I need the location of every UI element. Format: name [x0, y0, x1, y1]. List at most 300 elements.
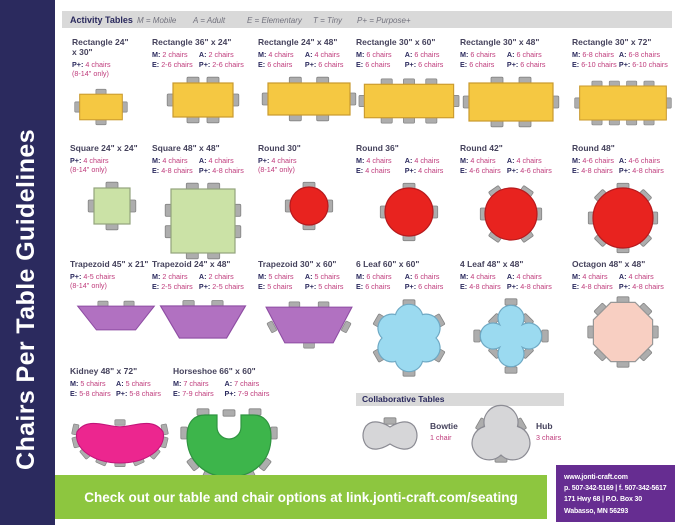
- spec-item: [199, 60, 254, 69]
- spec-item: [507, 272, 562, 281]
- table-specs: [152, 50, 254, 70]
- table-diagram: [356, 180, 462, 244]
- table-title: Rectangle 30" x 72": [572, 37, 652, 47]
- table-title: Rectangle 30" x 60": [356, 37, 436, 47]
- spec-value: 6-10 chairs: [581, 60, 617, 70]
- spec-key: E:: [356, 282, 364, 292]
- contact-address: 171 Hwy 68 | P.O. Box 30: [564, 496, 642, 504]
- spec-key: A:: [618, 49, 627, 59]
- spec-item: [356, 156, 405, 165]
- table-title: Trapezoid 30" x 60": [258, 259, 337, 269]
- legend-item-adult: A = Adult: [193, 15, 226, 25]
- spec-item: [199, 156, 254, 165]
- spec-item: [405, 282, 462, 291]
- table-card-horseshoe-66x60: [173, 366, 285, 485]
- spec-key: E:: [572, 60, 580, 70]
- spec-item: [225, 389, 285, 398]
- spec-item: [572, 60, 619, 69]
- table-specs: [258, 156, 360, 165]
- table-diagram: [173, 403, 285, 485]
- spec-key: E:: [460, 60, 468, 70]
- spec-value: 4-8 chairs: [581, 282, 613, 292]
- spec-item: [70, 156, 154, 165]
- table-title: Square 48" x 48": [152, 143, 220, 153]
- table-title: Rectangle 24" x 48": [258, 37, 338, 47]
- spec-item: [405, 50, 462, 59]
- spec-item: [507, 166, 562, 175]
- table-card-rectangle-30x48: [460, 37, 562, 130]
- spec-key: P+:: [70, 271, 82, 281]
- spec-value: 4-8 chairs: [212, 166, 244, 176]
- spec-key: A:: [116, 378, 124, 388]
- spec-key: A:: [618, 155, 627, 165]
- spec-item: [619, 282, 674, 291]
- spec-item: [460, 60, 507, 69]
- spec-value: 4-8 chairs: [520, 282, 552, 292]
- spec-item: [173, 379, 225, 388]
- spec-key: E:: [258, 60, 266, 70]
- spec-item: [356, 50, 405, 59]
- table-specs: [173, 379, 285, 399]
- spec-value: 4 chairs: [83, 155, 109, 165]
- spec-key: E:: [572, 166, 580, 176]
- spec-value: 2 chairs: [162, 49, 188, 59]
- spec-key: E:: [258, 282, 266, 292]
- bowtie-table-diagram: [360, 414, 420, 459]
- spec-value: 6 chairs: [516, 49, 542, 59]
- spec-item: [356, 272, 405, 281]
- table-card-rectangle-30x60: [356, 37, 462, 128]
- spec-value: 2-6 chairs: [161, 60, 193, 70]
- spec-item: [619, 166, 674, 175]
- table-card-6-leaf-60x60: [356, 259, 462, 380]
- spec-key: P+:: [618, 282, 631, 292]
- spec-key: A:: [304, 49, 313, 59]
- spec-value: 4-8 chairs: [161, 166, 193, 176]
- spec-key: M:: [572, 155, 581, 165]
- table-title: 4 Leaf 48" x 48": [460, 259, 524, 269]
- spec-key: E:: [460, 282, 468, 292]
- spec-value: 4-8 chairs: [632, 282, 664, 292]
- spec-key: M:: [152, 271, 161, 281]
- table-diagram: [356, 296, 462, 380]
- spec-value: 4 chairs: [271, 155, 297, 165]
- table-note: (8-14" only): [70, 164, 107, 174]
- table-title: Trapezoid 24" x 48": [152, 259, 231, 269]
- spec-item: [507, 282, 562, 291]
- spec-key: A:: [404, 155, 413, 165]
- table-note: (8-14" only): [72, 68, 109, 78]
- spec-value: 6-10 chairs: [632, 60, 668, 70]
- spec-key: M:: [258, 271, 267, 281]
- table-card-trapezoid-30x60: [258, 259, 360, 354]
- spec-value: 4 chairs: [366, 155, 392, 165]
- table-specs: [72, 60, 130, 69]
- table-diagram: [460, 180, 562, 248]
- legend-item-purpose: P+ = Purpose+: [357, 15, 411, 25]
- spec-key: E:: [572, 282, 580, 292]
- spec-item: [572, 156, 619, 165]
- spec-value: 6 chairs: [418, 282, 444, 292]
- table-title: 6 Leaf 60" x 60": [356, 259, 420, 269]
- table-card-4-leaf-48x48: [460, 259, 562, 376]
- table-title: Horseshoe 66" x 60": [173, 366, 256, 376]
- spec-key: A:: [198, 271, 207, 281]
- spec-item: [460, 156, 507, 165]
- spec-value: 2 chairs: [208, 49, 234, 59]
- spec-value: 6 chairs: [318, 60, 344, 70]
- table-specs: [70, 156, 154, 165]
- table-card-rectangle-24x30: [72, 37, 130, 131]
- spec-key: P+:: [198, 166, 211, 176]
- spec-key: M:: [572, 271, 581, 281]
- table-specs: [70, 272, 162, 281]
- table-title: Rectangle 30" x 48": [460, 37, 540, 47]
- spec-key: P+:: [304, 282, 317, 292]
- spec-key: P+:: [72, 59, 84, 69]
- table-title: Round 36": [356, 143, 399, 153]
- spec-key: P+:: [506, 282, 519, 292]
- table-diagram: [572, 296, 674, 368]
- table-diagram: [460, 296, 562, 376]
- spec-item: [258, 282, 305, 291]
- table-card-rectangle-24x48: [258, 37, 360, 124]
- spec-key: E:: [152, 282, 160, 292]
- spec-key: P+:: [258, 155, 270, 165]
- spec-value: 2-5 chairs: [161, 282, 193, 292]
- spec-item: [305, 282, 360, 291]
- table-title: Round 30": [258, 143, 301, 153]
- spec-key: P+:: [224, 389, 236, 399]
- table-card-trapezoid-24x48: [152, 259, 254, 348]
- spec-value: 6 chairs: [366, 49, 392, 59]
- table-diagram: [258, 179, 360, 233]
- spec-item: [405, 166, 462, 175]
- spec-value: 6 chairs: [365, 60, 391, 70]
- table-diagram: [572, 74, 674, 132]
- spec-value: 2 chairs: [162, 271, 188, 281]
- legend-item-tiny: T = Tiny: [313, 15, 343, 25]
- spec-value: 5 chairs: [125, 378, 151, 388]
- activity-tables-legend-bar: [62, 11, 672, 28]
- spec-value: 4 chairs: [418, 166, 444, 176]
- spec-item: [619, 60, 674, 69]
- spec-key: M:: [173, 378, 182, 388]
- table-title: Octagon 48" x 48": [572, 259, 646, 269]
- spec-item: [173, 389, 225, 398]
- table-diagram: [70, 179, 154, 233]
- table-title: Square 24" x 24": [70, 143, 138, 153]
- spec-value: 4-6 chairs: [628, 155, 661, 165]
- contact-box: [556, 465, 675, 522]
- table-card-round-48: [572, 143, 674, 256]
- spec-item: [72, 60, 130, 69]
- spec-key: A:: [506, 155, 515, 165]
- spec-item: [507, 50, 562, 59]
- spec-value: 4 chairs: [470, 271, 496, 281]
- spec-item: [199, 272, 254, 281]
- spec-item: [305, 272, 360, 281]
- table-diagram: [152, 180, 254, 262]
- table-note: (8-14" only): [70, 280, 107, 290]
- spec-value: 4 chairs: [414, 155, 440, 165]
- spec-value: 4 chairs: [582, 271, 608, 281]
- spec-item: [572, 50, 619, 59]
- spec-value: 4-8 chairs: [632, 166, 664, 176]
- spec-value: 6 chairs: [365, 282, 391, 292]
- table-diagram: [152, 74, 254, 126]
- legend-item-elementary: E = Elementary: [247, 15, 302, 25]
- spec-key: E:: [173, 389, 181, 399]
- table-title: Rectangle 24" x 30": [72, 37, 129, 58]
- spec-value: 6 chairs: [414, 271, 440, 281]
- spec-item: [199, 166, 254, 175]
- table-diagram: [258, 296, 360, 354]
- table-diagram: [258, 74, 360, 124]
- spec-value: 2-5 chairs: [212, 282, 244, 292]
- spec-key: M:: [572, 49, 581, 59]
- spec-key: M:: [152, 49, 161, 59]
- spec-key: A:: [404, 271, 413, 281]
- spec-key: P+:: [618, 166, 631, 176]
- legend-title: Activity Tables: [70, 14, 133, 25]
- spec-item: [405, 156, 462, 165]
- spec-item: [460, 166, 507, 175]
- table-card-octagon-48x48: [572, 259, 674, 368]
- spec-key: M:: [152, 155, 161, 165]
- spec-key: E:: [152, 166, 160, 176]
- spec-key: P+:: [304, 60, 317, 70]
- spec-key: E:: [460, 166, 468, 176]
- spec-key: M:: [460, 49, 469, 59]
- spec-key: M:: [356, 155, 365, 165]
- table-specs: [572, 272, 674, 292]
- table-diagram: [72, 83, 130, 131]
- spec-value: 4-8 chairs: [469, 282, 501, 292]
- spec-value: 5 chairs: [314, 271, 340, 281]
- promo-banner: [55, 475, 547, 519]
- table-diagram: [70, 295, 162, 341]
- spec-value: 7-9 chairs: [182, 389, 214, 399]
- spec-value: 6 chairs: [470, 49, 496, 59]
- spec-item: [405, 272, 462, 281]
- spec-value: 4 chairs: [208, 155, 234, 165]
- spec-value: 6 chairs: [267, 60, 293, 70]
- spec-key: P+:: [618, 60, 631, 70]
- spec-item: [507, 60, 562, 69]
- spec-key: P+:: [506, 60, 519, 70]
- spec-value: 7-9 chairs: [237, 389, 270, 399]
- table-specs: [460, 50, 562, 70]
- collab-item-name: Hub: [536, 421, 553, 431]
- spec-key: A:: [304, 271, 313, 281]
- spec-key: E:: [70, 389, 78, 399]
- spec-key: A:: [618, 271, 627, 281]
- spec-key: A:: [506, 49, 515, 59]
- table-specs: [258, 50, 360, 70]
- spec-key: M:: [70, 378, 79, 388]
- legend-item-mobile: M = Mobile: [137, 15, 177, 25]
- table-specs: [356, 156, 462, 176]
- spec-item: [199, 50, 254, 59]
- spec-item: [258, 50, 305, 59]
- table-card-trapezoid-45x21: [70, 259, 162, 341]
- hub-label: [536, 421, 561, 442]
- spec-value: 5 chairs: [268, 271, 294, 281]
- spec-item: [572, 282, 619, 291]
- spec-key: P+:: [198, 60, 211, 70]
- spec-key: M:: [460, 271, 469, 281]
- table-title: Rectangle 36" x 24": [152, 37, 232, 47]
- table-card-round-36: [356, 143, 462, 244]
- spec-key: P+:: [404, 60, 417, 70]
- spec-item: [460, 282, 507, 291]
- spec-key: A:: [198, 155, 207, 165]
- spec-item: [225, 379, 285, 388]
- spec-value: 4-6 chairs: [520, 166, 552, 176]
- table-title: Trapezoid 45" x 21": [70, 259, 149, 269]
- spec-key: P+:: [70, 155, 82, 165]
- collab-item-name: Bowtie: [430, 421, 458, 431]
- spec-value: 4 chairs: [268, 49, 294, 59]
- table-diagram: [70, 403, 170, 473]
- contact-phone-fax: p. 507-342-5169 | f. 507-342-5617: [564, 485, 667, 493]
- spec-item: [152, 60, 199, 69]
- table-card-rectangle-30x72: [572, 37, 674, 132]
- spec-key: A:: [224, 378, 233, 388]
- table-card-rectangle-36x24: [152, 37, 254, 126]
- table-title: Round 42": [460, 143, 503, 153]
- table-card-round-42: [460, 143, 562, 248]
- spec-item: [619, 50, 674, 59]
- spec-item: [572, 166, 619, 175]
- spec-item: [356, 282, 405, 291]
- spec-value: 4 chairs: [628, 271, 654, 281]
- spec-key: P+:: [198, 282, 211, 292]
- spec-item: [258, 156, 360, 165]
- spec-key: M:: [258, 49, 267, 59]
- spec-value: 5 chairs: [267, 282, 293, 292]
- spec-item: [460, 50, 507, 59]
- spec-item: [199, 282, 254, 291]
- spec-key: P+:: [116, 389, 128, 399]
- spec-value: 4-6 chairs: [582, 155, 614, 165]
- hub-table-diagram: [468, 403, 534, 470]
- spec-value: 5 chairs: [318, 282, 344, 292]
- spec-value: 4 chairs: [85, 59, 111, 69]
- table-specs: [152, 156, 254, 176]
- table-diagram: [356, 74, 462, 128]
- spec-item: [70, 389, 116, 398]
- spec-value: 5 chairs: [80, 378, 106, 388]
- table-title: Kidney 48" x 72": [70, 366, 138, 376]
- spec-key: E:: [356, 166, 364, 176]
- collaborative-tables-header: Collaborative Tables: [356, 393, 564, 406]
- spec-key: A:: [198, 49, 207, 59]
- spec-item: [152, 50, 199, 59]
- spec-value: 6 chairs: [418, 60, 444, 70]
- spec-key: A:: [404, 49, 413, 59]
- spec-item: [70, 272, 162, 281]
- table-specs: [70, 379, 170, 399]
- spec-key: E:: [152, 60, 160, 70]
- spec-item: [258, 60, 305, 69]
- poster-title: Chairs Per Table Guidelines: [12, 128, 40, 470]
- table-specs: [460, 156, 562, 176]
- table-specs: [152, 272, 254, 292]
- bowtie-label: [430, 421, 458, 442]
- spec-value: 6-8 chairs: [582, 49, 614, 59]
- spec-item: [619, 272, 674, 281]
- spec-value: 2 chairs: [208, 271, 234, 281]
- spec-value: 6 chairs: [469, 60, 495, 70]
- table-specs: [258, 272, 360, 292]
- spec-value: 4 chairs: [516, 155, 542, 165]
- spec-item: [152, 282, 199, 291]
- spec-value: 4-6 chairs: [469, 166, 501, 176]
- spec-key: P+:: [506, 166, 519, 176]
- spec-value: 4 chairs: [365, 166, 391, 176]
- table-card-square-24x24: [70, 143, 154, 233]
- spec-key: P+:: [404, 166, 417, 176]
- spec-item: [356, 60, 405, 69]
- spec-value: 6 chairs: [520, 60, 546, 70]
- spec-item: [152, 272, 199, 281]
- table-diagram: [572, 180, 674, 256]
- spec-key: M:: [356, 49, 365, 59]
- spec-item: [356, 166, 405, 175]
- spec-item: [305, 60, 360, 69]
- spec-key: A:: [506, 271, 515, 281]
- spec-value: 7 chairs: [234, 378, 260, 388]
- spec-value: 4 chairs: [314, 49, 340, 59]
- spec-key: P+:: [404, 282, 417, 292]
- spec-item: [70, 379, 116, 388]
- table-specs: [356, 50, 462, 70]
- table-specs: [572, 50, 674, 70]
- spec-item: [116, 389, 170, 398]
- spec-value: 5-8 chairs: [79, 389, 111, 399]
- table-card-round-30: [258, 143, 360, 233]
- table-diagram: [152, 296, 254, 348]
- table-card-square-48x48: [152, 143, 254, 262]
- table-card-kidney-48x72: [70, 366, 170, 473]
- spec-key: M:: [356, 271, 365, 281]
- table-note: (8-14" only): [258, 164, 295, 174]
- spec-value: 4-8 chairs: [581, 166, 613, 176]
- spec-value: 4 chairs: [162, 155, 188, 165]
- spec-value: 6-8 chairs: [628, 49, 661, 59]
- contact-website: www.jonti-craft.com: [564, 474, 628, 481]
- spec-item: [152, 156, 199, 165]
- spec-item: [405, 60, 462, 69]
- table-specs: [356, 272, 462, 292]
- spec-value: 4-5 chairs: [83, 271, 115, 281]
- spec-item: [116, 379, 170, 388]
- collab-item-chairs: 1 chair: [430, 433, 452, 442]
- spec-value: 2-6 chairs: [212, 60, 244, 70]
- spec-item: [258, 272, 305, 281]
- table-title: Round 48": [572, 143, 615, 153]
- table-diagram: [460, 74, 562, 130]
- collab-item-chairs: 3 chairs: [536, 433, 562, 442]
- spec-item: [460, 272, 507, 281]
- table-specs: [460, 272, 562, 292]
- spec-value: 4 chairs: [470, 155, 496, 165]
- spec-value: 6 chairs: [414, 49, 440, 59]
- spec-value: 7 chairs: [183, 378, 209, 388]
- spec-value: 6 chairs: [366, 271, 392, 281]
